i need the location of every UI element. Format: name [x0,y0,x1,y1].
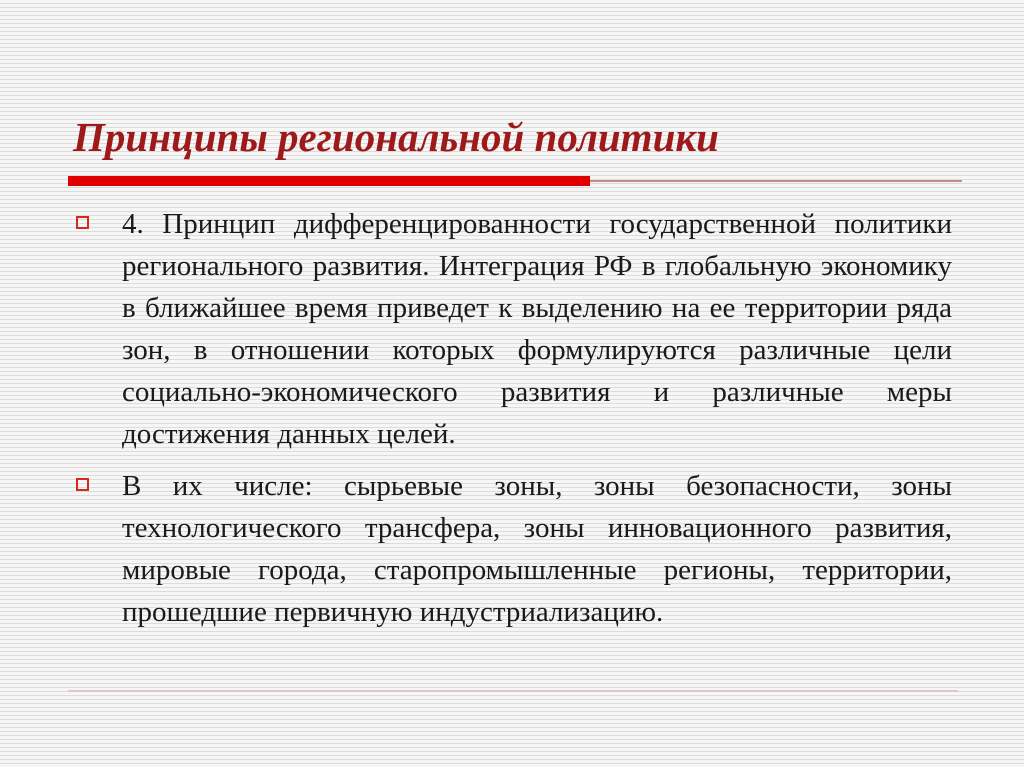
bullet-text-2: В их числе: сырьевые зоны, зоны безопасности, зоны технологического трансфера, зоны инновационного развития, мировые города, старопромышленные регионы, территории, прошедшие первичную индустриализацию. [122,470,952,628]
slide-title: Принципы региональной политики [73,114,719,160]
bullet-list [76,203,952,643]
bullet-item-1 [76,203,952,455]
hollow-square-bullet-icon [76,216,89,229]
bullet-text-1: 4. Принцип дифференцированности государственной политики регионального развития. Интеграция РФ в глобальную экономику в ближайшее время приведет к выделению на ее территории ряда зон, в отношении которых формулируются различные цели социально-экономического развития и различные меры достижения данных целей. [122,208,952,450]
hollow-square-bullet-icon [76,478,89,491]
bottom-divider [68,690,958,692]
bullet-item-2 [76,465,952,633]
title-underline-accent [68,176,590,186]
title-underline-thin [590,180,962,182]
